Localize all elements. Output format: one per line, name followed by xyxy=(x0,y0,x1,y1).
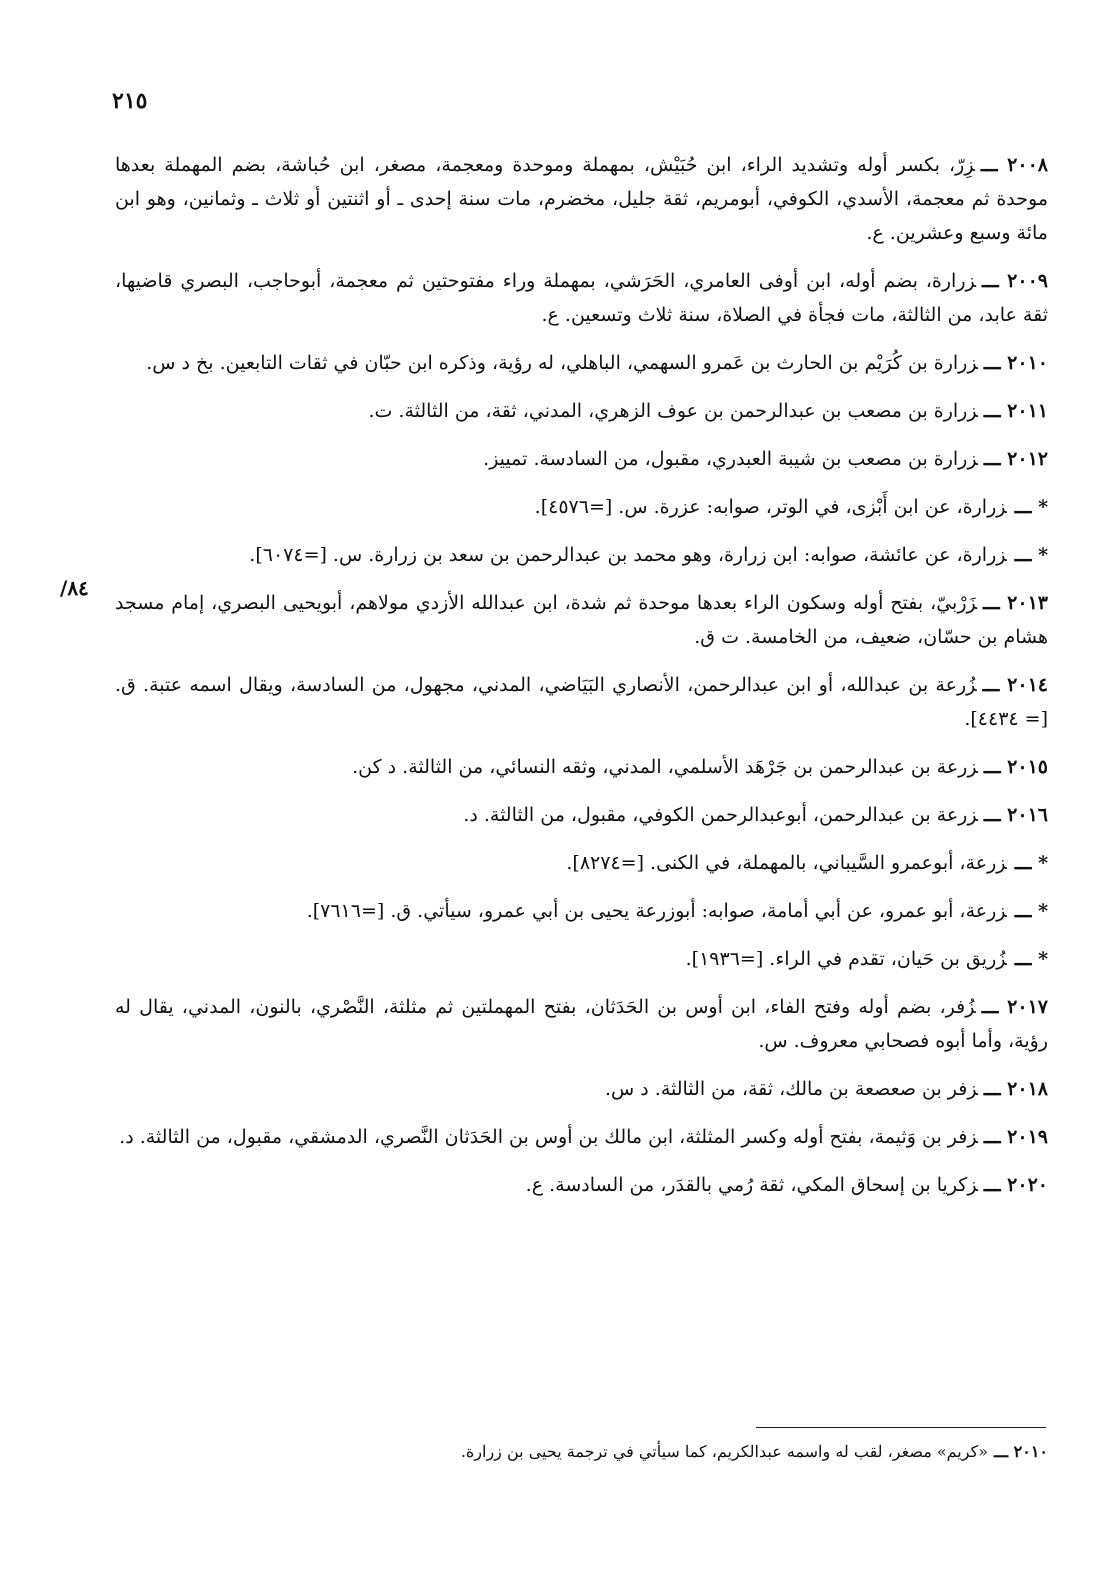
entry-star-4 xyxy=(115,894,1048,928)
entry-2009 xyxy=(115,264,1048,332)
entry-2011 xyxy=(115,394,1048,428)
entry-text: زرارة بن مصعب بن شيبة العبدري، مقبول، من السادسة. تمييز. xyxy=(483,448,978,470)
entry-star-5 xyxy=(115,942,1048,976)
entry-2008 xyxy=(115,148,1048,250)
entry-number: ٢٠١١ ـــ xyxy=(983,400,1048,422)
entry-text: زُرعة بن عبدالله، أو ابن عبدالرحمن، الأنصاري البَيَاضي، المدني، مجهول، من السادسة، ويقال اسمه عتبة. ق. [= ٤٤٣٤]. xyxy=(115,674,1048,730)
entry-text: زفر بن صعصعة بن مالك، ثقة، من الثالثة. د س. xyxy=(605,1078,978,1100)
entry-number: ٢٠٢٠ ـــ xyxy=(983,1174,1048,1196)
entry-text: زَرْبيّ، بفتح أوله وسكون الراء بعدها موحدة ثم شدة، ابن عبدالله الأزدي مولاهم، أبويحيى البصري، إمام مسجد هشام بن حسّان، ضعيف، من الخامسة. ت ق. xyxy=(115,592,1048,648)
entry-star-3 xyxy=(115,846,1048,880)
entry-2019 xyxy=(115,1120,1048,1154)
entry-number: ٢٠٠٩ ـــ xyxy=(981,270,1048,292)
entry-2016 xyxy=(115,798,1048,832)
entries-list xyxy=(115,148,1048,1216)
entry-marker: * ـــ xyxy=(1014,852,1048,874)
entry-text: زرعة، أبوعمرو السَّيباني، بالمهملة، في الكنى. [=٨٢٧٤]. xyxy=(566,852,1007,874)
entry-2012 xyxy=(115,442,1048,476)
entry-text: زُريق بن حَيان، تقدم في الراء. [=١٩٣٦]. xyxy=(685,948,1007,970)
entry-text: زرارة بن كُرَيْم بن الحارث بن عَمرو السهمي، الباهلي، له رؤية، وذكره ابن حبّان في ثقات التابعين. بخ د س. xyxy=(146,352,978,374)
entry-number: ٢٠١٠ ـــ xyxy=(983,352,1048,374)
entry-2015 xyxy=(115,750,1048,784)
entry-text: زرعة بن عبدالرحمن، أبوعبدالرحمن الكوفي، مقبول، من الثالثة. د. xyxy=(463,804,978,826)
entry-number: ٢٠١٤ ـــ xyxy=(982,674,1048,696)
page-number: ٢١٥ xyxy=(112,88,148,114)
entry-number: ٢٠٠٨ ـــ xyxy=(980,154,1048,176)
entry-text: زرارة، عن ابن أَبْزى، في الوتر، صوابه: عزرة. س. [=٤٥٧٦]. xyxy=(534,496,1007,518)
entry-text: زرارة، بضم أوله، ابن أوفى العامري، الحَرَشي، بمهملة وراء مفتوحتين ثم معجمة، أبوحاجب، البصري قاضيها، ثقة عابد، من الثالثة، مات فجأة في الصلاة، سنة ثلاث وتسعين. ع. xyxy=(115,270,1048,326)
entry-2010 xyxy=(115,346,1048,380)
entry-number: ٢٠١٢ ـــ xyxy=(983,448,1048,470)
entry-number: ٢٠١٧ ـــ xyxy=(981,996,1048,1018)
margin-note: /٨٤ xyxy=(60,576,89,600)
footnote xyxy=(360,1438,1048,1466)
entry-marker: * ـــ xyxy=(1014,948,1048,970)
entry-star-1 xyxy=(115,490,1048,524)
entry-number: ٢٠١٥ ـــ xyxy=(983,756,1048,778)
entry-text: زِرّ، بكسر أوله وتشديد الراء، ابن حُبَيْش، بمهملة وموحدة ومعجمة، مصغر، ابن حُباشة، بضم المهملة بعدها موحدة ثم معجمة، الأسدي، الكوفي، أبومريم، ثقة جليل، مخضرم، مات سنة إحدى ـ أو اثنتين أو ثلاث ـ وثمانين، وهو ابن مائة وسبع وعشرين. ع. xyxy=(115,154,1048,244)
entry-text: زرارة، عن عائشة، صوابه: ابن زرارة، وهو محمد بن عبدالرحمن بن سعد بن زرارة. س. [=٦٠٧٤]. xyxy=(249,544,1007,566)
entry-text: زفر بن وَثيمة، بفتح أوله وكسر المثلثة، ابن مالك بن أوس بن الحَدَثان النَّصري، الدمشقي، مقبول، من الثالثة. د. xyxy=(119,1126,978,1148)
entry-2017 xyxy=(115,990,1048,1058)
footnote-number: ٢٠١٠ ـــ xyxy=(993,1442,1048,1461)
entry-star-2 xyxy=(115,538,1048,572)
entry-number: ٢٠١٩ ـــ xyxy=(983,1126,1048,1148)
entry-2018 xyxy=(115,1072,1048,1106)
entry-2020 xyxy=(115,1168,1048,1202)
entry-marker: * ـــ xyxy=(1014,544,1048,566)
entry-text: زرعة، أبو عمرو، عن أبي أمامة، صوابه: أبوزرعة يحيى بن أبي عمرو، سيأتي. ق. [=٧٦١٦]. xyxy=(306,900,1007,922)
entry-marker: * ـــ xyxy=(1014,496,1048,518)
entry-text: زرارة بن مصعب بن عبدالرحمن بن عوف الزهري، المدني، ثقة، من الثالثة. ت. xyxy=(368,400,978,422)
footnote-text: «كريم» مصغر، لقب له واسمه عبدالكريم، كما سيأتي في ترجمة يحيى بن زرارة. xyxy=(460,1442,988,1461)
entry-number: ٢٠١٣ ـــ xyxy=(982,592,1048,614)
entry-text: زرعة بن عبدالرحمن بن جَرْهَد الأسلمي، المدني، وثقه النسائي، من الثالثة. د كن. xyxy=(352,756,978,778)
entry-number: ٢٠١٦ ـــ xyxy=(983,804,1048,826)
entry-text: زُفر، بضم أوله وفتح الفاء، ابن أوس بن الحَدَثان، بفتح المهملتين ثم مثلثة، النَّصْري، بالنون، المدني، يقال له رؤية، وأما أبوه فصحابي معروف. س. xyxy=(115,996,1048,1052)
entry-2014 xyxy=(115,668,1048,736)
footnote-divider xyxy=(756,1427,1046,1428)
entry-2013 xyxy=(115,586,1048,654)
entry-number: ٢٠١٨ ـــ xyxy=(983,1078,1048,1100)
entry-marker: * ـــ xyxy=(1014,900,1048,922)
entry-text: زكريا بن إسحاق المكي، ثقة رُمي بالقدَر، من السادسة. ع. xyxy=(525,1174,978,1196)
